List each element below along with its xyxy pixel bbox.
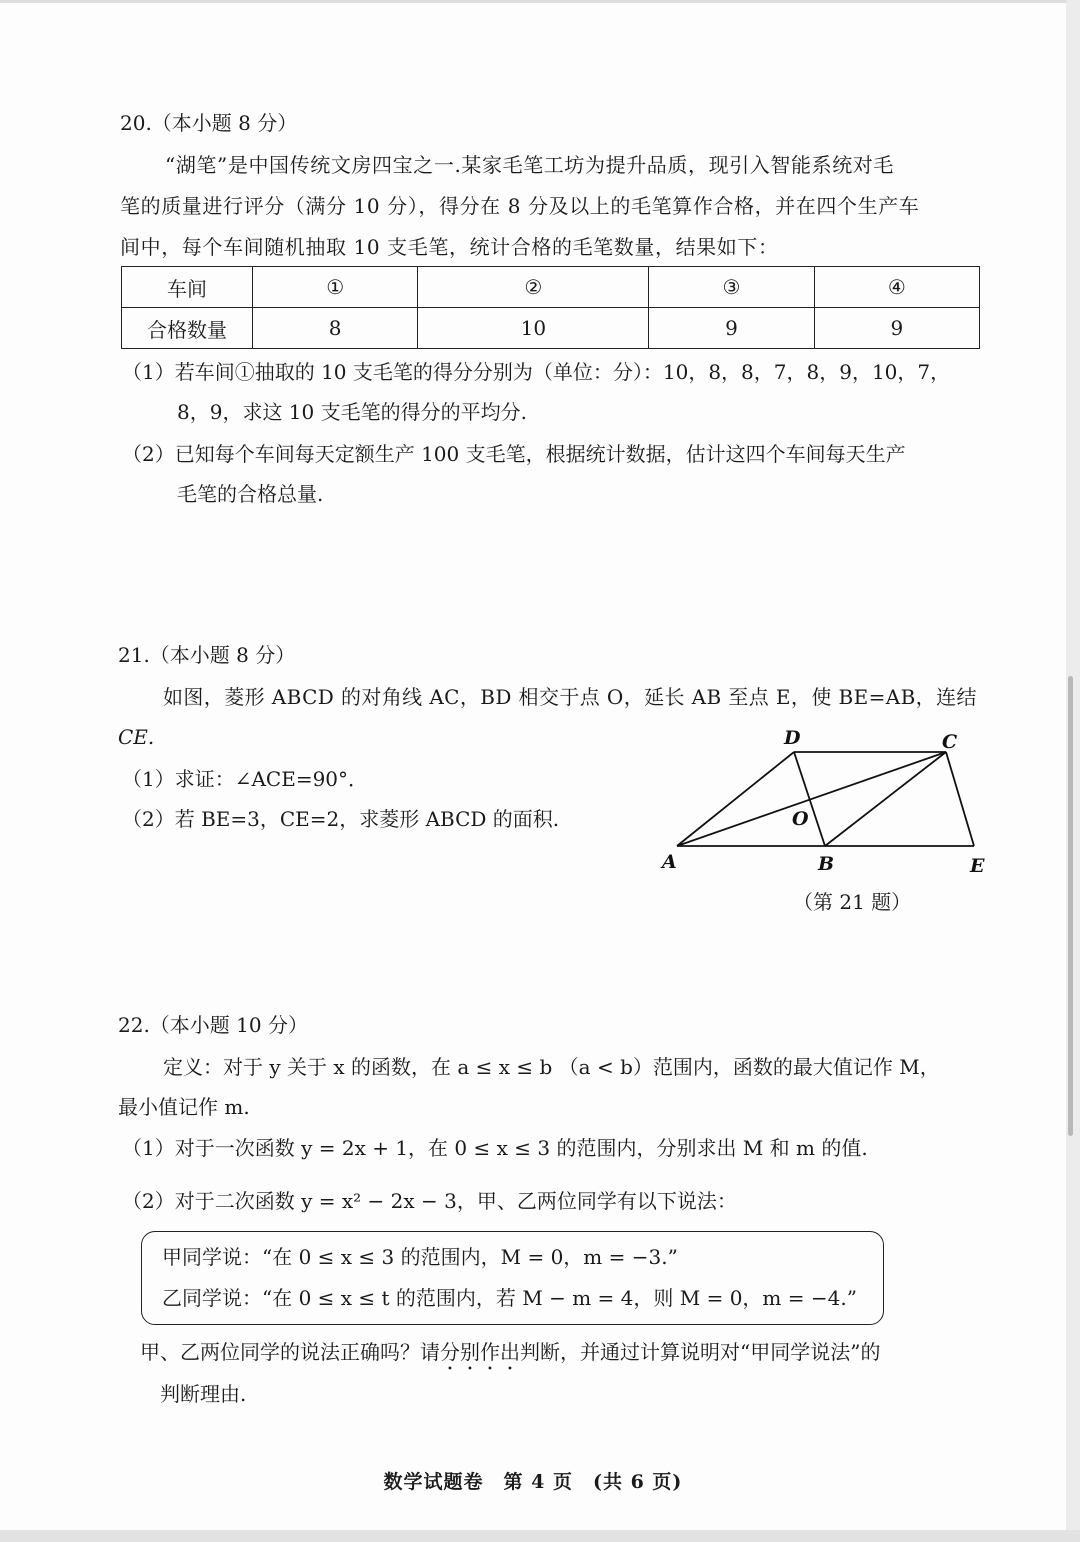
q20-sub1-line-1: （1）若车间①抽取的 10 支毛笔的得分分别为（单位：分）：10，8，8，7，8，9，10，7，	[122, 360, 951, 384]
q20-paragraph-line-1: “湖笔”是中国传统文房四宝之一.某家毛笔工坊为提升品质，现引入智能系统对毛	[165, 153, 895, 177]
table-cell: 9	[649, 308, 814, 349]
q20-qualified-count-table	[121, 266, 980, 349]
rhombus-figure	[650, 723, 1000, 883]
statement-yi: 乙同学说：“在 0 ≤ x ≤ t 的范围内，若 M − m = 4，则 M = 0，m = −4.”	[162, 1286, 857, 1310]
table-cell: 车间	[122, 267, 253, 308]
table-cell: 10	[418, 308, 649, 349]
segment-ad	[677, 752, 794, 846]
scrollbar-thumb[interactable]	[1068, 676, 1073, 1136]
diagonal-bd	[794, 752, 825, 846]
label-o: O	[792, 808, 809, 830]
figure-caption: （第 21 题）	[793, 890, 912, 914]
q22-paragraph-line-2: 最小值记作 m.	[118, 1095, 250, 1119]
q20-paragraph-line-2: 笔的质量进行评分（满分 10 分），得分在 8 分及以上的毛笔算作合格，并在四个生产车	[120, 194, 920, 218]
table-row	[122, 308, 980, 349]
q22-question-line-1	[140, 1338, 880, 1375]
q21-paragraph-line-2: CE.	[118, 725, 155, 749]
question-text: 甲、乙两位同学的说法	[140, 1340, 340, 1364]
label-e: E	[970, 855, 985, 877]
label-c: C	[942, 731, 958, 753]
table-cell: 9	[814, 308, 979, 349]
question-text: 正确吗？请	[340, 1340, 440, 1364]
q22-paragraph-line-1: 定义：对于 y 关于 x 的函数，在 a ≤ x ≤ b （a < b）范围内，函数的最大值记作 M，	[163, 1055, 940, 1079]
table-row	[122, 267, 980, 308]
q22-question-line-2: 判断理由.	[160, 1382, 247, 1406]
table-cell: ③	[649, 267, 814, 308]
segment-ce	[946, 752, 974, 846]
diagonal-ac	[677, 752, 946, 846]
segment-bc	[825, 752, 946, 846]
q22-sub2: （2）对于二次函数 y = x² − 2x − 3，甲、乙两位同学有以下说法：	[122, 1189, 737, 1213]
label-b: B	[818, 853, 835, 875]
q20-sub1-line-2: 8，9，求这 10 支毛笔的得分的平均分.	[177, 400, 527, 424]
page-footer: 数学试题卷 第 4 页 (共 6 页)	[383, 1471, 683, 1493]
q20-sub2-line-1: （2）已知每个车间每天定额生产 100 支毛笔，根据统计数据，估计这四个车间每天生产	[122, 442, 906, 466]
q22-header: 22.（本小题 10 分）	[118, 1013, 308, 1037]
label-d: D	[784, 727, 801, 749]
table-cell: ②	[418, 267, 649, 308]
table-cell: ④	[814, 267, 979, 308]
q21-sub1: （1）求证：∠ACE=90°．	[122, 767, 369, 791]
q20-header: 20.（本小题 8 分）	[120, 111, 298, 135]
table-cell: 8	[253, 308, 418, 349]
question-text: 判断，并通过计算说明对“甲同学说法”的	[520, 1340, 881, 1364]
q21-header: 21.（本小题 8 分）	[118, 643, 296, 667]
q21-sub2: （2）若 BE=3，CE=2，求菱形 ABCD 的面积.	[122, 807, 560, 831]
label-a: A	[662, 851, 677, 873]
table-cell: 合格数量	[122, 308, 253, 349]
statement-jia: 甲同学说：“在 0 ≤ x ≤ 3 的范围内，M = 0，m = −3.”	[162, 1245, 678, 1269]
bottom-edge	[0, 1530, 1080, 1542]
q22-sub1: （1）对于一次函数 y = 2x + 1，在 0 ≤ x ≤ 3 的范围内，分别求出 M 和 m 的值.	[122, 1136, 868, 1160]
q20-paragraph-line-3: 间中，每个车间随机抽取 10 支毛笔，统计合格的毛笔数量，结果如下：	[120, 235, 779, 259]
q21-paragraph-line-1: 如图，菱形 ABCD 的对角线 AC，BD 相交于点 O，延长 AB 至点 E，使 BE=AB，连结	[163, 685, 977, 709]
table-cell: ①	[253, 267, 418, 308]
emphasized-text: 分别作出	[440, 1340, 520, 1364]
q20-sub2-line-2: 毛笔的合格总量.	[177, 482, 324, 506]
